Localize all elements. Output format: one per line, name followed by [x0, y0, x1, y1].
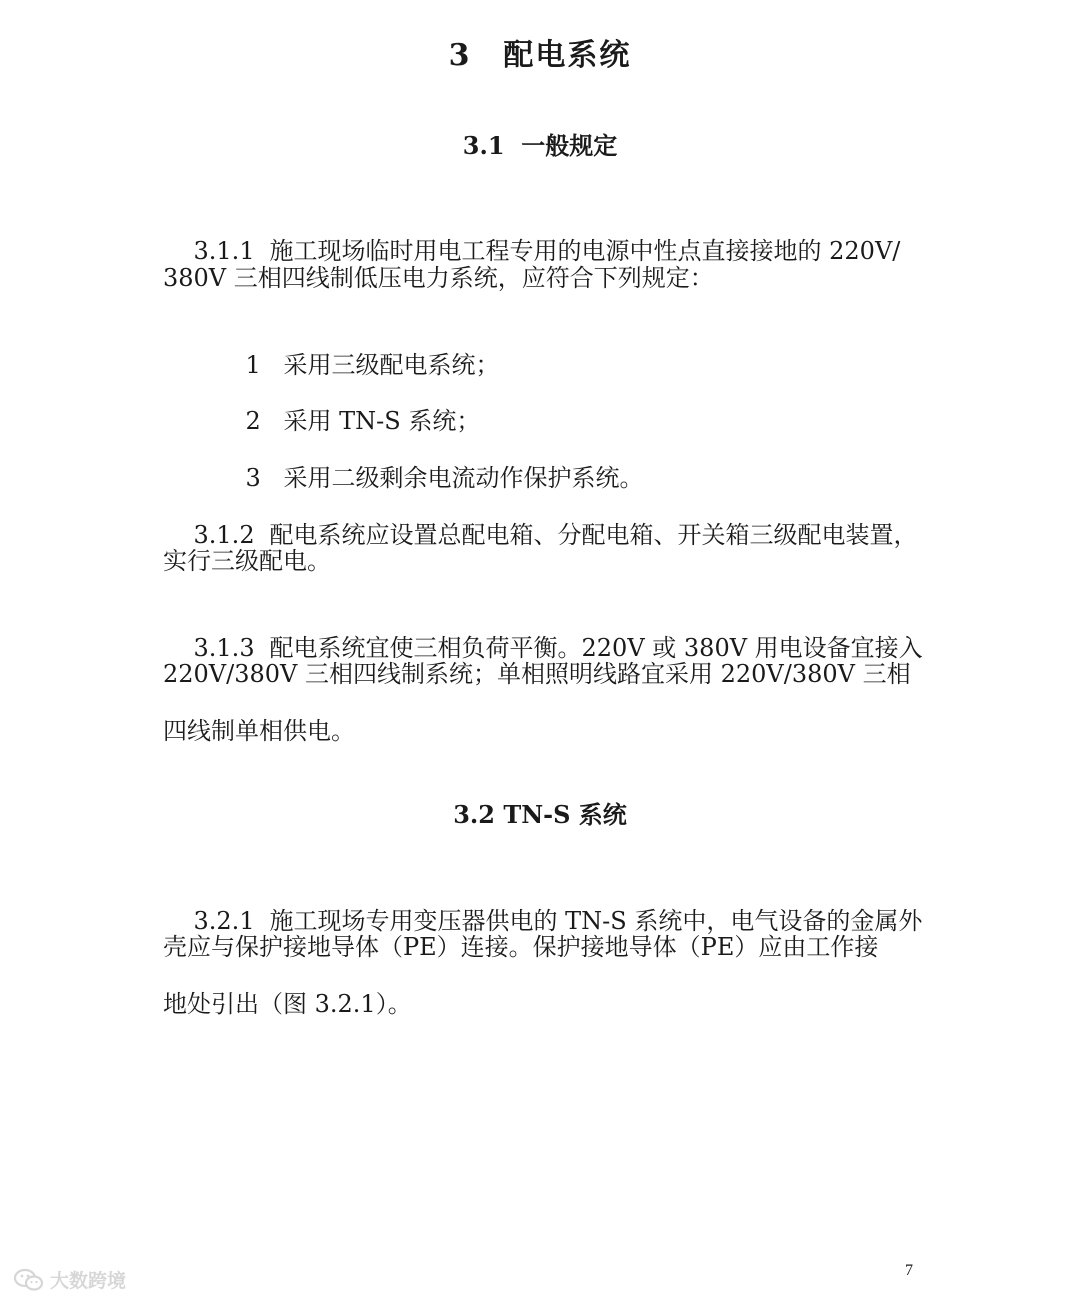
clause-number: 3.1.3 — [193, 634, 255, 662]
clause-text-line: 施工现场临时用电工程专用的电源中性点直接接地的 220V/ — [269, 237, 901, 265]
list-item-text: 采用三级配电系统； — [283, 351, 500, 379]
list-item-number: 1 — [245, 351, 261, 379]
clause-3-1-3-continued: 220V/380V 三相四线制系统；单相照明线路宜采用 220V/380V 三相 — [163, 660, 911, 688]
clause-number: 3.1.2 — [193, 521, 255, 549]
list-item-text: 采用 TN-S 系统； — [283, 407, 481, 435]
clause-3-1-1-continued: 380V 三相四线制低压电力系统，应符合下列规定： — [163, 264, 714, 292]
wechat-logo-icon — [14, 1268, 44, 1292]
clause-number: 3.1.1 — [193, 237, 255, 265]
clause-text-line: 配电系统应设置总配电箱、分配电箱、开关箱三级配电装置， — [269, 521, 918, 549]
clause-number: 3.2.1 — [193, 907, 255, 935]
watermark-text: 大数跨境 — [50, 1270, 127, 1292]
section-title-3-1: 3.1 一般规定 — [462, 131, 618, 160]
clause-3-2-1-continued: 地处引出（图 3.2.1）。 — [163, 990, 412, 1018]
section-title-3-2: 3.2 TN-S 系统 — [453, 800, 627, 829]
list-item-text: 采用二级剩余电流动作保护系统。 — [283, 464, 644, 492]
page-number: 7 — [905, 1262, 913, 1279]
clause-3-1-3-continued: 四线制单相供电。 — [163, 717, 355, 745]
list-item-number: 3 — [245, 464, 261, 492]
watermark — [14, 1266, 126, 1293]
clause-3-2-1-continued: 壳应与保护接地导体（PE）连接。保护接地导体（PE）应由工作接 — [163, 933, 879, 961]
clause-3-1-2-continued: 实行三级配电。 — [163, 547, 331, 575]
clause-text-line: 施工现场专用变压器供电的 TN-S 系统中，电气设备的金属外 — [269, 907, 923, 935]
chapter-title: 3 配电系统 — [448, 38, 632, 73]
clause-text-line: 配电系统宜使三相负荷平衡。220V 或 380V 用电设备宜接入 — [269, 634, 923, 662]
list-item-number: 2 — [245, 407, 261, 435]
